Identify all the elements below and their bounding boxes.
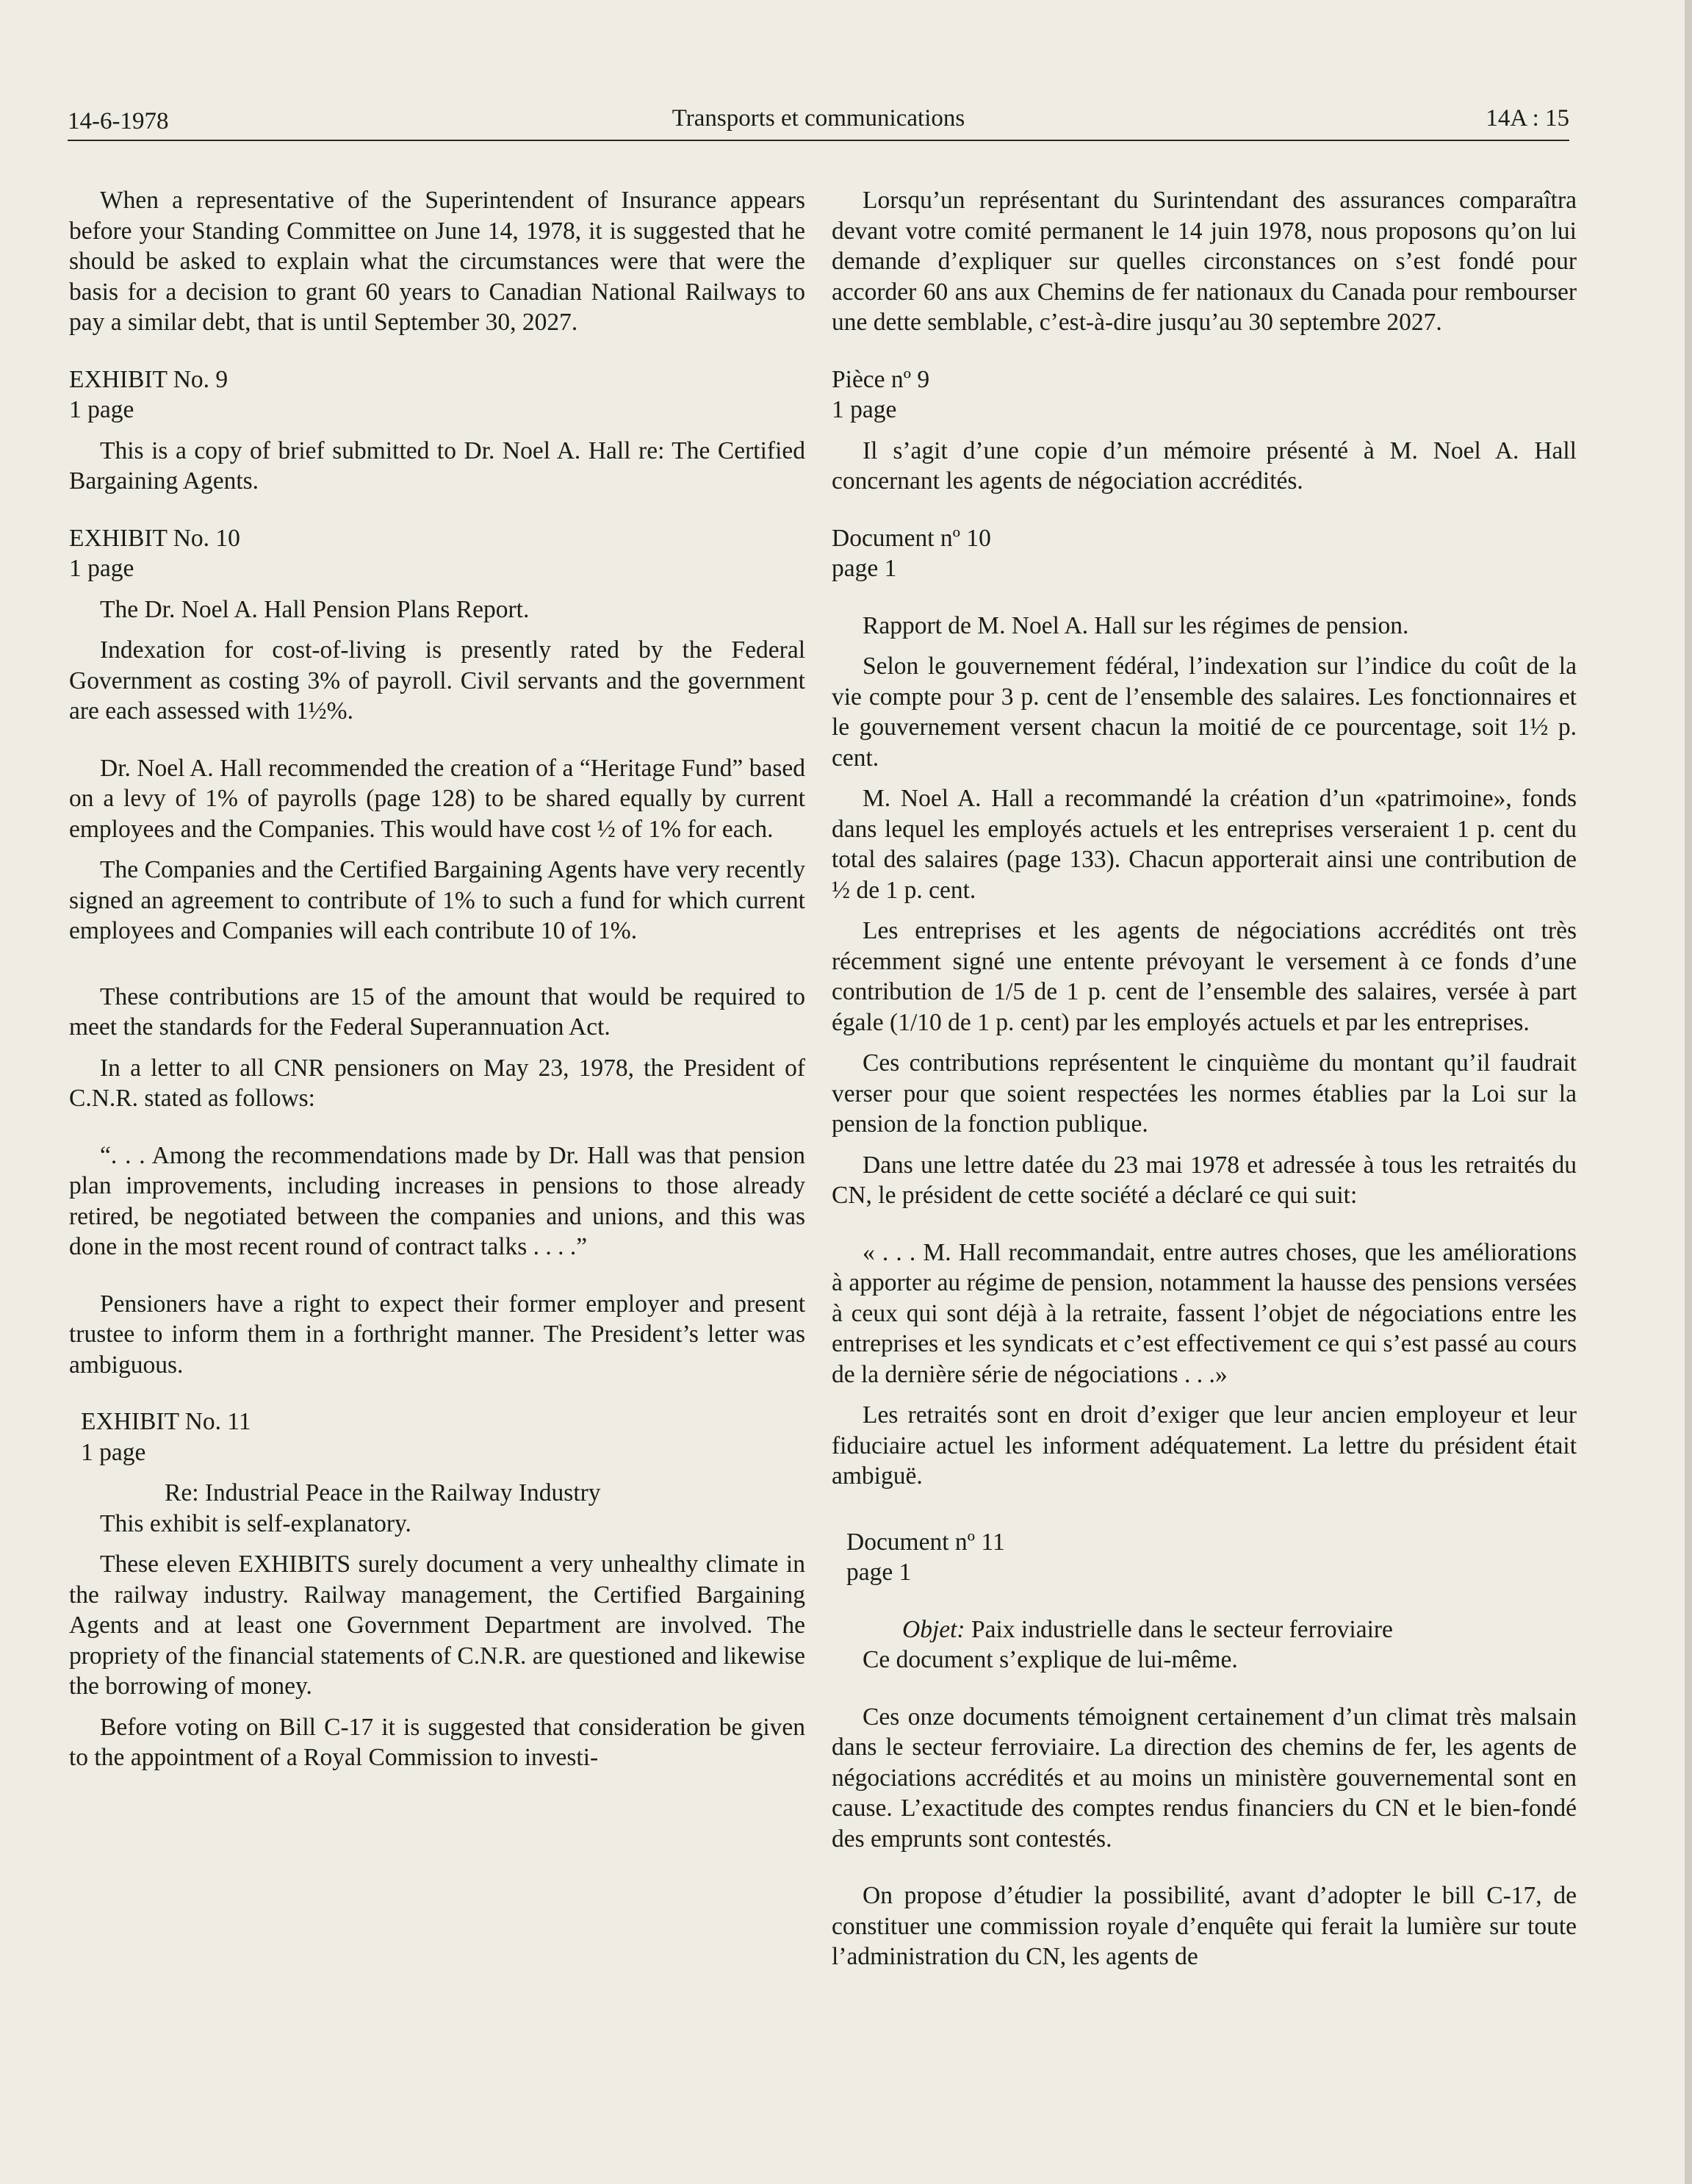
paragraph: This is a copy of brief submitted to Dr. Noel A. Hall re: The Certified Bargaining Agents. <box>69 437 805 495</box>
paragraph: Dans une lettre datée du 23 mai 1978 et adressée à tous les retraités du CN, le président de cette société a déclaré ce qui suit: <box>832 1151 1577 1209</box>
paragraph: Lorsqu’un représentant du Surintendant des assurances comparaîtra devant votre comité permanent le 14 juin 1978, nous proposons qu’on lui demande d’expliquer sur quelles circonstances on s’est fondé pour accorder 60 ans aux Chemins de fer nationaux du Canada pour rembourser une dette semblable, c’est-à-dire jusqu’au 30 septembre 2027. <box>832 187 1577 336</box>
paragraph: Before voting on Bill C-17 it is suggested that consideration be given to the appointment of a Royal Commission to investi- <box>69 1713 805 1771</box>
page-edge <box>1685 0 1692 2184</box>
paragraph: These eleven EXHIBITS surely document a very unhealthy climate in the railway industry. Railway management, the Certified Bargaining Agents and at least one Government Department are involved. The propriety of the financial statements of C.N.R. are questioned and likewise the borrowing of money. <box>69 1551 805 1700</box>
quotation: “. . . Among the recommendations made by Dr. Hall was that pension plan improvements, including increases in pensions to those already retired, be negotiated between the companies and unions, and this was done in the most recent round of contract talks . . . .” <box>69 1141 805 1260</box>
header-page-number: 14A : 15 <box>1486 105 1569 132</box>
subject-text: Paix industrielle dans le secteur ferroviaire <box>971 1615 1393 1643</box>
paragraph: Ces onze documents témoignent certainement d’un climat très malsain dans le secteur ferroviaire. La direction des chemins de fer, les agents de négociations accrédités et au moins un ministère gouvernemental sont en cause. L’exactitude des comptes rendus financiers du CN et le bien-fondé des emprunts sont contestés. <box>832 1703 1577 1853</box>
paragraph: The Dr. Noel A. Hall Pension Plans Report. <box>100 595 530 623</box>
exhibit-heading: EXHIBIT No. 10 <box>69 524 240 552</box>
quotation: « . . . M. Hall recommandait, entre autres choses, que les améliorations à apporter au régime de pension, notamment la hausse des pensions versées à ceux qui sont déjà à la retraite, fassent l’objet de négociations entre les entreprises et les syndicats et c’est effectivement ce qui s’est passé au cours de la dernière série de négociations . . .» <box>832 1238 1577 1388</box>
paragraph: These contributions are 15 of the amount that would be required to meet the standards for the Federal Superannuation Act. <box>69 983 805 1041</box>
paragraph: Les retraités sont en droit d’exiger que leur ancien employeur et leur fiduciaire actuel les informent adéquatement. La lettre du président était ambiguë. <box>832 1401 1577 1490</box>
subject-label: Objet: <box>902 1615 965 1643</box>
exhibit-pages: page 1 <box>832 555 897 582</box>
header-rule <box>68 140 1569 141</box>
paragraph: In a letter to all CNR pensioners on May 23, 1978, the President of C.N.R. stated as follows: <box>69 1054 805 1112</box>
exhibit-heading: EXHIBIT No. 11 <box>81 1408 251 1435</box>
exhibit-heading: Pièce nº 9 <box>832 365 930 393</box>
paragraph: Selon le gouvernement fédéral, l’indexation sur l’indice du coût de la vie compte pour 3 p. cent de l’ensemble des salaires. Les fonctionnaires et le gouvernement versent chacun la moitié de ce pourcentage, soit 1½ p. cent. <box>832 653 1577 772</box>
english-column <box>69 185 805 1773</box>
paragraph: This exhibit is self-explanatory. <box>100 1509 411 1537</box>
header-date: 14-6-1978 <box>68 108 169 134</box>
paragraph: Il s’agit d’une copie d’un mémoire présenté à M. Noel A. Hall concernant les agents de négociation accrédités. <box>832 437 1577 495</box>
exhibit-pages: page 1 <box>846 1559 912 1586</box>
exhibit-heading: Document nº 10 <box>832 524 991 552</box>
paragraph: The Companies and the Certified Bargaining Agents have very recently signed an agreement to contribute of 1% to such a fund for which current employees and Companies will each contribute 10 of 1%. <box>69 856 805 944</box>
exhibit-pages: 1 page <box>832 396 897 423</box>
exhibit-heading: EXHIBIT No. 9 <box>69 365 228 393</box>
paragraph: Rapport de M. Noel A. Hall sur les régimes de pension. <box>863 611 1409 639</box>
exhibit-subject: Re: Industrial Peace in the Railway Industry <box>165 1479 601 1506</box>
header-title: Transports et communications <box>672 105 965 132</box>
paragraph: When a representative of the Superintendent of Insurance appears before your Standing Committee on June 14, 1978, it is suggested that he should be asked to explain what the circumstances were that were the basis for a decision to grant 60 years to Canadian National Railways to pay a similar debt, that is until September 30, 2027. <box>69 187 805 336</box>
paragraph: Ce document s’explique de lui-même. <box>863 1646 1238 1673</box>
paragraph: Ces contributions représentent le cinquième du montant qu’il faudrait verser pour que soient respectées les normes établies par la Loi sur la pension de la fonction publique. <box>832 1049 1577 1138</box>
running-header <box>68 101 1569 141</box>
exhibit-subject <box>832 1614 1577 1645</box>
exhibit-pages: 1 page <box>69 555 134 582</box>
french-column <box>832 185 1577 1972</box>
exhibit-pages: 1 page <box>69 396 134 423</box>
paragraph: Dr. Noel A. Hall recommended the creation of a “Heritage Fund” based on a levy of 1% of payrolls (page 128) to be shared equally by current employees and the Companies. This would have cost ½ of 1% for each. <box>69 754 805 843</box>
paragraph: On propose d’étudier la possibilité, avant d’adopter le bill C-17, de constituer une commission royale d’enquête qui ferait la lumière sur toute l’administration du CN, les agents de <box>832 1882 1577 1970</box>
exhibit-heading: Document nº 11 <box>846 1528 1005 1556</box>
paragraph: M. Noel A. Hall a recommandé la création d’un «patrimoine», fonds dans lequel les employés actuels et les entreprises verseraient 1 p. cent du total des salaires (page 133). Chacun apporterait ainsi une contribution de ½ de 1 p. cent. <box>832 785 1577 904</box>
paragraph: Les entreprises et les agents de négociations accrédités ont très récemment signé une entente prévoyant le versement à ce fonds d’une contribution de 1/5 de 1 p. cent de l’ensemble des salaires, versée à part égale (1/10 de 1 p. cent) par les employés actuels et par les entreprises. <box>832 917 1577 1036</box>
paragraph: Indexation for cost-of-living is presently rated by the Federal Government as costing 3% of payroll. Civil servants and the government are each assessed with 1½%. <box>69 636 805 725</box>
exhibit-pages: 1 page <box>81 1438 146 1466</box>
paragraph: Pensioners have a right to expect their former employer and present trustee to inform them in a forthright manner. The President’s letter was ambiguous. <box>69 1290 805 1379</box>
